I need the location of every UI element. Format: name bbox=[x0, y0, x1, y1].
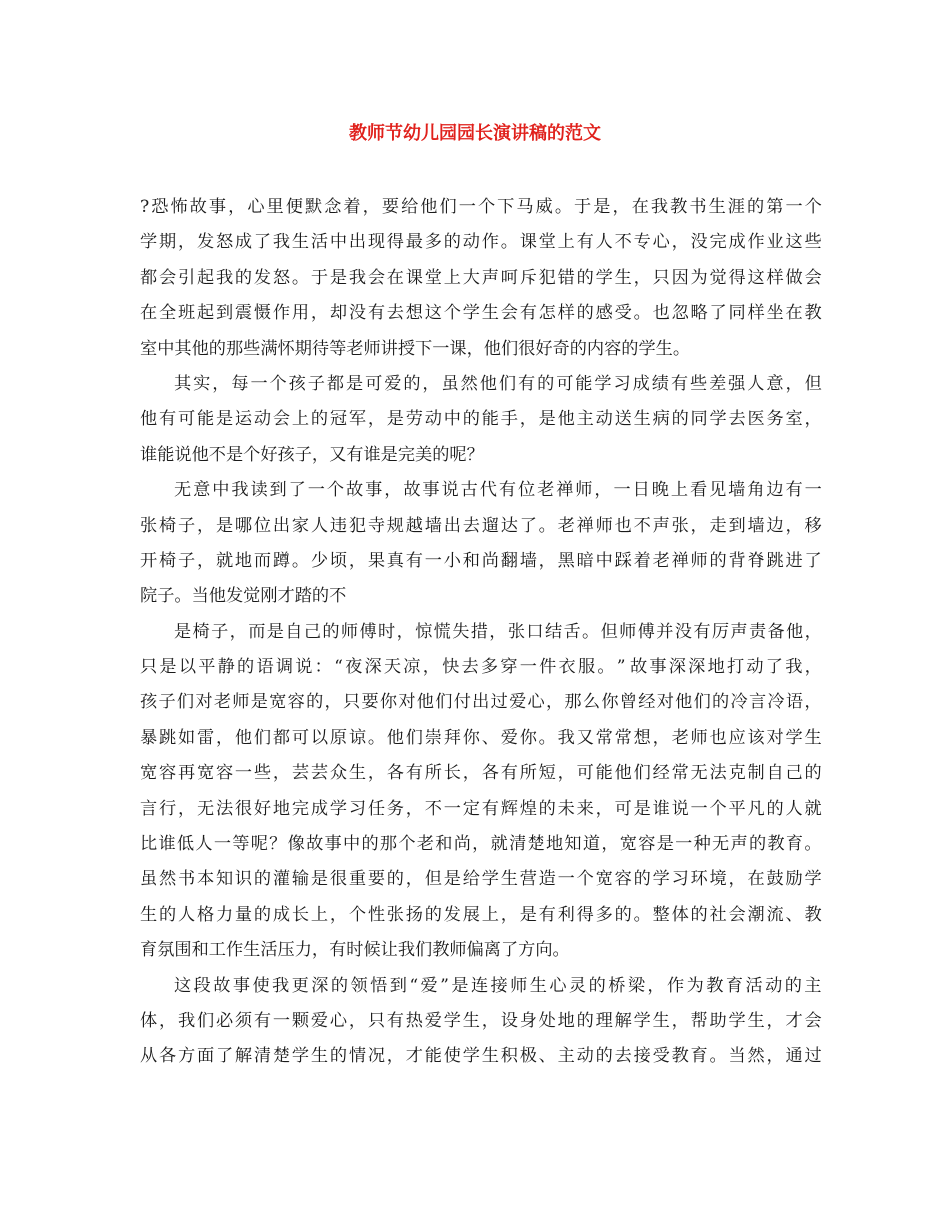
text-line: 谁能说他不是个好孩子，又有谁是完美的呢？ bbox=[140, 444, 484, 465]
text-line: 他 有 可 能 是 运 动 会 上 的 冠 军 ， 是 劳 动 中 的 能 手 ， 是 他 主 动 送 生 病 的 同 学 去 医 务 室 ， bbox=[140, 409, 822, 430]
text-line: 孩 子 们 对 老 师 是 宽 容 的 ， 只 要 你 对 他 们 付 出 过 爱 心 ， 那 么 你 曾 经 对 他 们 的 冷 言 冷 语 ， bbox=[140, 692, 822, 713]
text-line: 暴 跳 如 雷 ， 他 们 都 可 以 原 谅 。 他 们 崇 拜 你 、 爱 你 。 我 又 常 常 想 ， 老 师 也 应 该 对 学 生 bbox=[140, 727, 822, 748]
text-line: 都 会 引 起 我 的 发 怒 。 于 是 我 会 在 课 堂 上 大 声 呵 斥 犯 错 的 学 生 ， 只 因 为 觉 得 这 样 做 会 bbox=[140, 267, 822, 288]
text-line: 宽 容 再 宽 容 一 些 ， 芸 芸 众 生 ， 各 有 所 长 ， 各 有 所 短 ， 可 能 他 们 经 常 无 法 克 制 自 己 的 bbox=[140, 763, 822, 784]
text-line: 育氛围和工作生活压力，有时候让我们教师偏离了方向。 bbox=[140, 940, 570, 961]
text-line: 是 椅 子 ， 而 是 自 己 的 师 傅 时 ， 惊 慌 失 措 ， 张 口 结 舌 。 但 师 傅 并 没 有 厉 声 责 备 他 ， bbox=[174, 621, 822, 642]
text-line: 这 段 故 事 使 我 更 深 的 领 悟 到 “ 爱 ” 是 连 接 师 生 心 灵 的 桥 梁 ， 作 为 教 育 活 动 的 主 bbox=[174, 975, 822, 996]
text-line: 院子。当他发觉刚才踏的不 bbox=[140, 586, 347, 607]
text-line: 生 的 人 格 力 量 的 成 长 上 ， 个 性 张 扬 的 发 展 上 ， 是 有 利 得 多 的 。 整 体 的 社 会 潮 流 、 教 bbox=[140, 904, 822, 925]
text-line: 在 全 班 起 到 震 慑 作 用 ， 却 没 有 去 想 这 个 学 生 会 有 怎 样 的 感 受 。 也 忽 略 了 同 样 坐 在 教 bbox=[140, 303, 822, 324]
text-line: 张 椅 子 ， 是 哪 位 出 家 人 违 犯 寺 规 越 墙 出 去 遛 达 了 。 老 禅 师 也 不 声 张 ， 走 到 墙 边 ， 移 bbox=[140, 515, 822, 536]
text-line: 虽 然 书 本 知 识 的 灌 输 是 很 重 要 的 ， 但 是 给 学 生 营 造 一 个 宽 容 的 学 习 环 境 ， 在 鼓 励 学 bbox=[140, 869, 822, 890]
text-line: 从 各 方 面 了 解 清 楚 学 生 的 情 况 ， 才 能 使 学 生 积 极 、 主 动 的 去 接 受 教 育 。 当 然 ， 通 过 bbox=[140, 1046, 822, 1067]
document-title: 教师节幼儿园园长演讲稿的范文 bbox=[349, 123, 601, 144]
text-line: 室中其他的那些满怀期待等老师讲授下一课，他们很好奇的内容的学生。 bbox=[140, 338, 691, 359]
text-line: 无 意 中 我 读 到 了 一 个 故 事 ， 故 事 说 古 代 有 位 老 禅 师 ， 一 日 晚 上 看 见 墙 角 边 有 一 bbox=[174, 480, 822, 501]
text-line: 比 谁 低 人 一 等 呢 ？ 像 故 事 中 的 那 个 老 和 尚 ， 就 清 楚 地 知 道 ， 宽 容 是 一 种 无 声 的 教 育 。 bbox=[140, 834, 822, 855]
text-line: ? 恐 怖 故 事 ， 心 里 便 默 念 着 ， 要 给 他 们 一 个 下 马 威 。 于 是 ， 在 我 教 书 生 涯 的 第 一 个 bbox=[140, 197, 822, 217]
text-line: 学 期 ， 发 怒 成 了 我 生 活 中 出 现 得 最 多 的 动 作 。 课 堂 上 有 人 不 专 心 ， 没 完 成 作 业 这 些 bbox=[140, 232, 822, 253]
document-body bbox=[140, 190, 822, 1075]
text-line: 只 是 以 平 静 的 语 调 说 ： “ 夜 深 天 凉 ， 快 去 多 穿 一 件 衣 服 。 ” 故 事 深 深 地 打 动 了 我 ， bbox=[140, 657, 822, 678]
text-line: 体 ， 我 们 必 须 有 一 颗 爱 心 ， 只 有 热 爱 学 生 ， 设 身 处 地 的 理 解 学 生 ， 帮 助 学 生 ， 才 会 bbox=[140, 1010, 822, 1031]
text-line: 其 实 ， 每 一 个 孩 子 都 是 可 爱 的 ， 虽 然 他 们 有 的 可 能 学 习 成 绩 有 些 差 强 人 意 ， 但 bbox=[174, 373, 822, 394]
text-line: 开 椅 子 ， 就 地 而 蹲 。 少 顷 ， 果 真 有 一 小 和 尚 翻 墙 ， 黑 暗 中 踩 着 老 禅 师 的 背 脊 跳 进 了 bbox=[140, 550, 822, 571]
text-line: 言 行 ， 无 法 很 好 地 完 成 学 习 任 务 ， 不 一 定 有 辉 煌 的 未 来 ， 可 是 谁 说 一 个 平 凡 的 人 就 bbox=[140, 798, 822, 819]
